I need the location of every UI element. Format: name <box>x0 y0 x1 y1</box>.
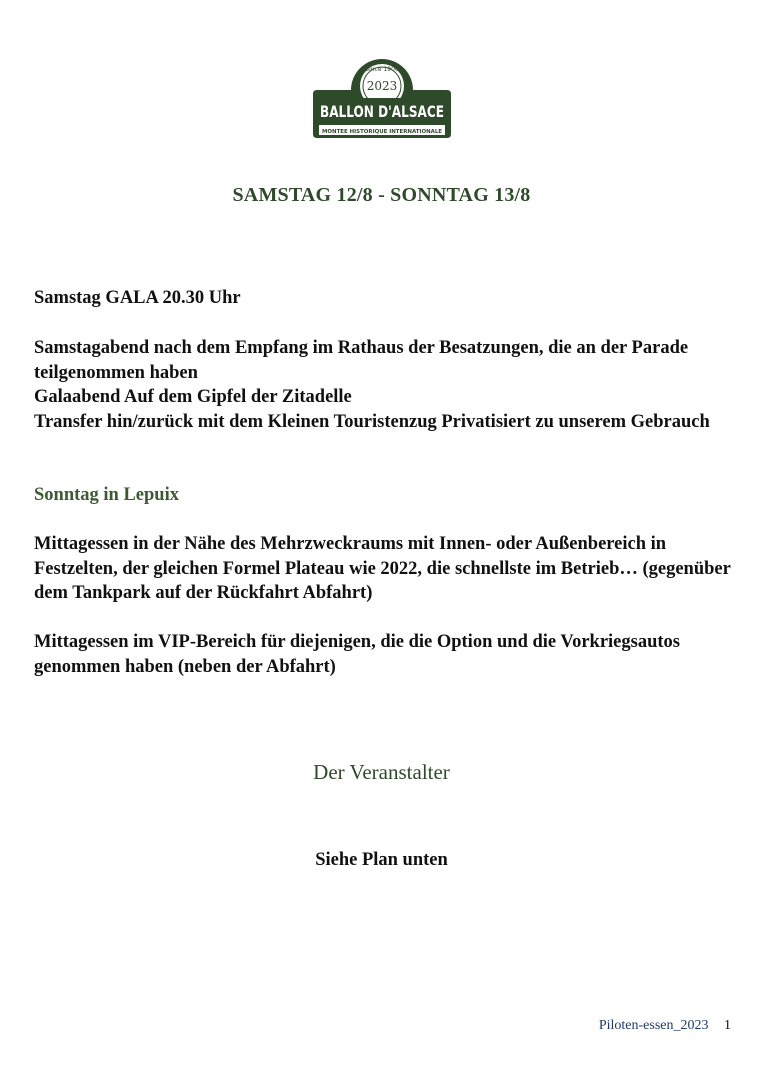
saturday-line-transfer: Transfer hin/zurück mit dem Kleinen Touristenzug Privatisiert zu unserem Gebrauch <box>34 411 710 432</box>
saturday-line-reception: Samstagabend nach dem Empfang im Rathaus der Besatzungen, die an der Parade teilgenommen haben <box>34 338 689 383</box>
sunday-lunch-paragraph: Mittagessen in der Nähe des Mehrzweckraums mit Innen- oder Außenbereich in Festzelten, der gleichen Formel Plateau wie 2022, die schnellste im Betrieb… (gegenüber dem Tankpark auf der Rückfahrt Abfahrt) <box>34 534 731 603</box>
logo-since: Since 1906 <box>365 66 399 73</box>
organizer-signature: Der Veranstalter <box>313 760 450 784</box>
saturday-description <box>34 336 734 434</box>
logo-name: BALLON D'ALSACE <box>320 102 444 121</box>
footer-page-number: 1 <box>724 1018 731 1033</box>
saturday-line-gala: Galaabend Auf dem Gipfel der Zitadelle <box>34 387 352 407</box>
logo-subtitle: MONTEE HISTORIQUE INTERNATIONALE <box>322 129 443 135</box>
page-footer <box>599 1018 731 1034</box>
gala-title: Samstag GALA 20.30 Uhr <box>34 288 241 308</box>
plan-note: Siehe Plan unten <box>315 850 448 870</box>
logo-year: 2023 <box>366 79 398 93</box>
sunday-title: Sonntag in Lepuix <box>34 485 179 505</box>
ballon-dalsace-logo <box>311 56 453 140</box>
footer-filename: Piloten-essen_2023 <box>598 1018 709 1033</box>
page-heading: SAMSTAG 12/8 - SONNTAG 13/8 <box>232 184 531 206</box>
vip-lunch-paragraph: Mittagessen im VIP-Bereich für diejenigen, die die Option und die Vorkriegsautos genommen haben (neben der Abfahrt) <box>34 632 680 677</box>
